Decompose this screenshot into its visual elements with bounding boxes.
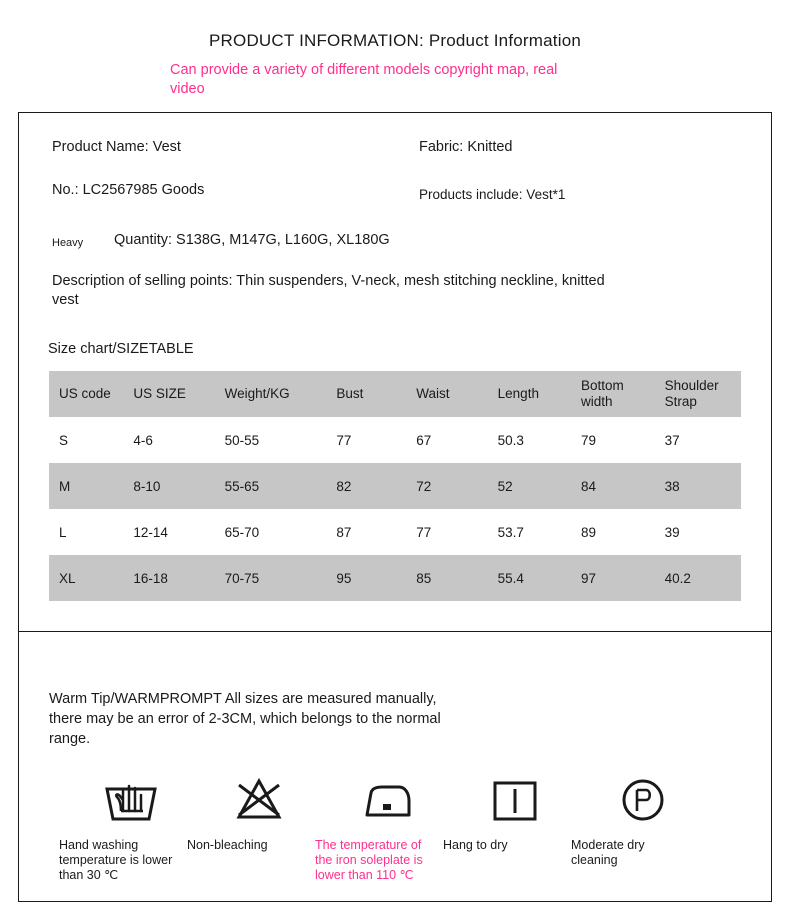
column-header-shoulder-strap: Shoulder Strap [655, 371, 741, 417]
cell-bottom-width: 84 [571, 463, 655, 509]
no-bleach-icon [187, 768, 315, 828]
cell-weight: 50-55 [224, 432, 260, 448]
cell-us-code: XL [49, 555, 123, 601]
column-header-weight: Weight/KG [215, 371, 327, 417]
product-no-text: No.: LC2567985 Goods [52, 182, 205, 198]
care-item-hand-wash [59, 768, 187, 883]
table-header-row [49, 371, 741, 417]
quantity-text: Quantity: S138G, M147G, L160G, XL180G [114, 232, 390, 248]
cell-bust: 87 [336, 524, 352, 540]
cell-bottom-width: 89 [580, 524, 596, 540]
hand-wash-icon [59, 768, 187, 828]
cell-bust: 95 [326, 555, 406, 601]
iron-icon [315, 768, 443, 828]
care-caption: Moderate dry cleaning [571, 838, 645, 867]
dry-clean-p-icon [571, 768, 699, 828]
cell-us-size: 8-10 [123, 463, 214, 509]
column-header-us-code: US code [49, 371, 123, 417]
cell-length: 53.7 [497, 524, 524, 540]
care-caption: Hand washing temperature is lower than 30 ℃ [59, 838, 173, 882]
care-caption: The temperature of the iron soleplate is lower than 110 ℃ [315, 838, 423, 882]
cell-waist: 77 [416, 524, 432, 540]
cell-weight: 65-70 [224, 524, 260, 540]
cell-us-size: 16-18 [123, 555, 214, 601]
column-header-waist: Waist [406, 371, 487, 417]
section-divider [19, 631, 771, 632]
table-row [49, 555, 741, 601]
column-header-length: Length [488, 371, 571, 417]
selling-points-text: Description of selling points: Thin suspenders, V-neck, mesh stitching neckline, knitted vest [52, 273, 605, 308]
table-row [49, 463, 741, 509]
cell-length: 52 [488, 463, 571, 509]
size-chart-label: Size chart/SIZETABLE [48, 341, 194, 357]
cell-waist: 85 [406, 555, 487, 601]
cell-length: 55.4 [488, 555, 571, 601]
cell-bust: 82 [326, 463, 406, 509]
info-panel [18, 112, 772, 902]
care-caption: Hang to dry [443, 838, 508, 852]
cell-us-code: S [59, 432, 69, 448]
care-item-dry-clean [571, 768, 699, 883]
size-chart-table [49, 371, 741, 601]
page-subtitle: Can provide a variety of different models copyright map, real video [170, 62, 558, 97]
cell-shoulder-strap: 37 [664, 432, 680, 448]
table-row [49, 417, 741, 463]
care-item-hang-dry [443, 768, 571, 883]
care-caption: Non-bleaching [187, 838, 268, 852]
cell-waist: 72 [406, 463, 487, 509]
table-row [49, 509, 741, 555]
cell-bottom-width: 97 [571, 555, 655, 601]
cell-length: 50.3 [497, 432, 524, 448]
cell-shoulder-strap: 40.2 [655, 555, 741, 601]
cell-waist: 67 [416, 432, 432, 448]
care-instructions [19, 768, 771, 883]
products-include-text: Products include: Vest*1 [419, 187, 566, 202]
cell-us-code: L [59, 524, 67, 540]
column-header-us-size: US SIZE [123, 371, 214, 417]
care-item-iron [315, 768, 443, 883]
cell-weight: 55-65 [215, 463, 327, 509]
cell-shoulder-strap: 38 [655, 463, 741, 509]
warm-tip-text: Warm Tip/WARMPROMPT All sizes are measured manually, there may be an error of 2-3CM, which belongs to the normal range. [49, 691, 441, 747]
cell-shoulder-strap: 39 [664, 524, 680, 540]
care-item-no-bleach [187, 768, 315, 883]
cell-us-size: 12-14 [133, 524, 168, 540]
column-header-bottom-width: Bottom width [571, 371, 655, 417]
cell-us-code: M [49, 463, 123, 509]
fabric-text: Fabric: Knitted [419, 139, 513, 155]
page-title: PRODUCT INFORMATION: Product Information [209, 31, 581, 50]
cell-weight: 70-75 [215, 555, 327, 601]
heavy-label: Heavy [52, 237, 84, 249]
product-name-text: Product Name: Vest [52, 139, 181, 155]
cell-us-size: 4-6 [133, 432, 153, 448]
cell-bottom-width: 79 [580, 432, 596, 448]
cell-bust: 77 [336, 432, 352, 448]
column-header-bust: Bust [326, 371, 406, 417]
hang-dry-icon [443, 768, 571, 828]
